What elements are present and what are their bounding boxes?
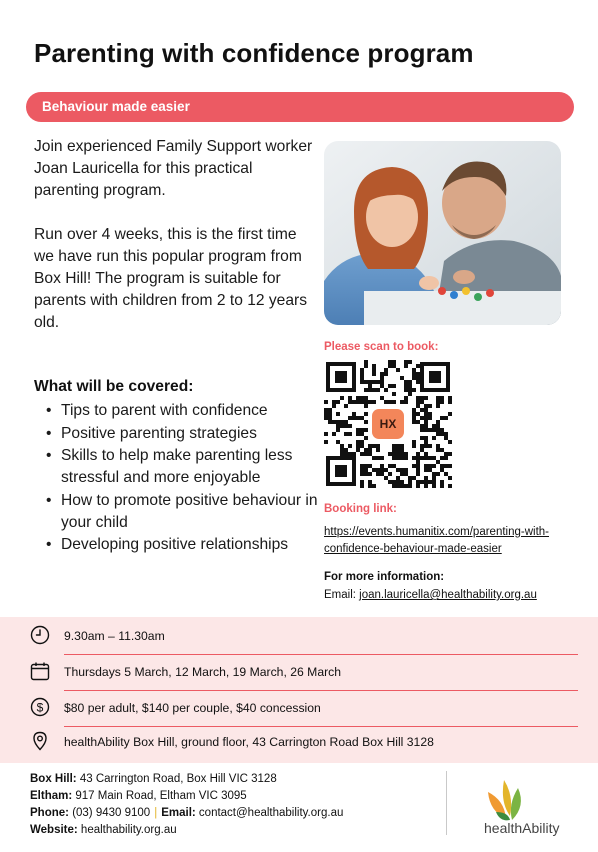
details-band bbox=[0, 617, 598, 763]
list-item: • Positive parenting strategies bbox=[44, 423, 319, 445]
covered-heading: What will be covered: bbox=[34, 378, 194, 395]
detail-dates: Thursdays 5 March, 12 March, 19 March, 26 March bbox=[64, 665, 342, 679]
detail-time: 9.30am – 11.30am bbox=[64, 629, 165, 643]
detail-price: $80 per adult, $140 per couple, $40 concession bbox=[64, 701, 321, 715]
booking-link[interactable]: https://events.humanitix.com/parenting-with-confidence-behaviour-made-easier bbox=[324, 526, 549, 555]
intro-paragraph-2: Run over 4 weeks, this is the first time we have run this popular program from Box Hill! The program is suitable for parents with children from 2 to 12 years old. bbox=[34, 226, 308, 331]
list-item: • How to promote positive behaviour in your child bbox=[44, 490, 319, 534]
calendar-icon bbox=[30, 661, 50, 681]
page-title: Parenting with confidence program bbox=[34, 38, 474, 68]
footer-website-link[interactable]: healthability.org.au bbox=[80, 824, 177, 836]
footer-website: Website: healthability.org.au bbox=[30, 824, 177, 836]
footer-phone-email: Phone: (03) 9430 9100 | Email: contact@healthability.org.au bbox=[30, 807, 344, 819]
footer-divider bbox=[446, 771, 447, 835]
email-label: Email: bbox=[324, 589, 356, 601]
detail-row-dates bbox=[30, 657, 578, 691]
divider bbox=[64, 690, 578, 691]
footer-eltham: Eltham: 917 Main Road, Eltham VIC 3095 bbox=[30, 790, 247, 802]
scan-label: Please scan to book: bbox=[324, 341, 439, 353]
detail-row-location bbox=[30, 727, 578, 761]
qr-center-logo: HX bbox=[379, 417, 397, 431]
subtitle-banner: Behaviour made easier bbox=[26, 92, 574, 122]
more-info-label: For more information: bbox=[324, 571, 445, 583]
footer-boxhill: Box Hill: 43 Carrington Road, Box Hill VIC 3128 bbox=[30, 773, 277, 785]
covered-list bbox=[44, 400, 319, 557]
clock-icon bbox=[30, 625, 50, 645]
footer-phone[interactable]: (03) 9430 9100 bbox=[72, 807, 151, 819]
footer-contacts bbox=[30, 771, 343, 839]
contact-email-link[interactable]: joan.lauricella@healthability.org.au bbox=[359, 589, 537, 601]
list-item: • Skills to help make parenting less stressful and more enjoyable bbox=[44, 445, 319, 489]
contact-email-line bbox=[324, 589, 537, 601]
footer-email[interactable]: contact@healthability.org.au bbox=[198, 807, 344, 819]
intro-text bbox=[34, 136, 316, 356]
svg-text:$: $ bbox=[36, 700, 44, 715]
booking-link-label: Booking link: bbox=[324, 503, 397, 515]
detail-location: healthAbility Box Hill, ground floor, 43 Carrington Road Box Hill 3128 bbox=[64, 735, 434, 749]
family-photo-image bbox=[324, 141, 561, 325]
list-item: • Developing positive relationships bbox=[44, 534, 319, 556]
detail-row-price bbox=[30, 693, 578, 727]
qr-code-image bbox=[324, 360, 452, 488]
dollar-icon bbox=[30, 697, 50, 717]
family-photo bbox=[324, 141, 561, 325]
list-item: • Tips to parent with confidence bbox=[44, 400, 319, 422]
intro-paragraph-1: Join experienced Family Support worker Joan Lauricella for this practical parenting program. bbox=[34, 138, 313, 199]
qr-code[interactable] bbox=[324, 360, 452, 488]
divider bbox=[64, 654, 578, 655]
location-pin-icon bbox=[30, 731, 50, 751]
detail-row-time bbox=[30, 621, 578, 655]
healthability-wordmark: healthAbility bbox=[484, 820, 560, 836]
